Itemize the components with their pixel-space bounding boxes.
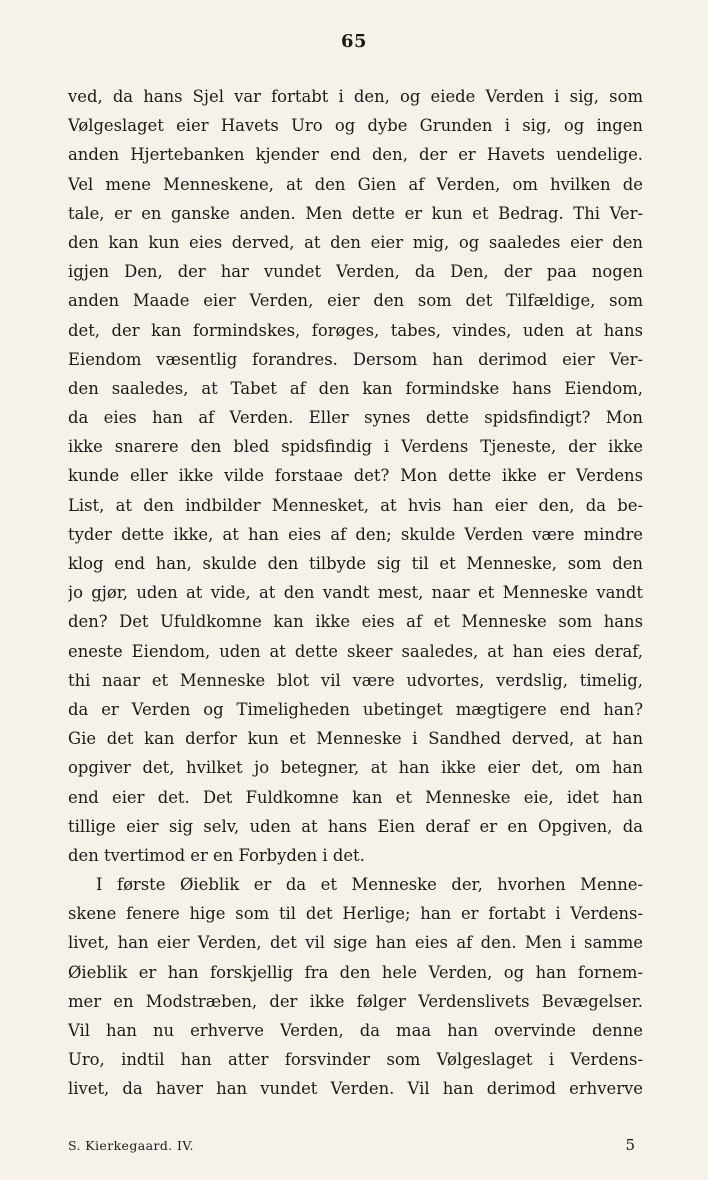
body-text: [68, 82, 643, 1104]
text-line: den kan kun eies derved, at den eier mig, og saaledes eier den: [68, 232, 643, 252]
text-line: anden Hjertebanken kjender end den, der er Havets uendelige.: [68, 145, 643, 165]
text-line: igjen Den, der har vundet Verden, da Den, der paa nogen: [68, 262, 643, 282]
text-line: klog end han, skulde den tilbyde sig til et Menneske, som den: [68, 554, 643, 573]
text-line: ved, da hans Sjel var fortabt i den, og eiede Verden i sig, som: [68, 87, 643, 106]
text-line: da eies han af Verden. Eller synes dette spidsfindigt? Mon: [68, 408, 643, 428]
text-line: anden Maade eier Verden, eier den som det Tilfældige, som: [68, 291, 643, 311]
text-line: den saaledes, at Tabet af den kan formindske hans Eiendom,: [68, 378, 643, 398]
text-line: det, der kan formindskes, forøges, tabes, vindes, uden at hans: [68, 320, 643, 340]
page-number: 65: [340, 31, 368, 52]
text-line: da er Verden og Timeligheden ubetinget mægtigere end han?: [68, 699, 643, 719]
text-line: Uro, indtil han atter forsvinder som Vølgeslaget i Verdens-: [68, 1050, 643, 1070]
text-line: kunde eller ikke vilde forstaae det? Mon dette ikke er Verdens: [68, 466, 643, 486]
text-line: opgiver det, hvilket jo betegner, at han ikke eier det, om han: [68, 758, 643, 778]
text-line: tyder dette ikke, at han eies af den; skulde Verden være mindre: [68, 524, 643, 544]
sheet-number: 5: [625, 1136, 635, 1154]
text-line: skene fenere hige som til det Herlige; han er fortabt i Verdens-: [68, 904, 643, 924]
paragraph-end-line: den tvertimod er en Forbyden i det.: [68, 845, 365, 865]
text-line: tillige eier sig selv, uden at hans Eien deraf er en Opgiven, da: [68, 816, 643, 836]
text-line: ikke snarere den bled spidsfindig i Verdens Tjeneste, der ikke: [68, 437, 643, 457]
text-line: Eiendom væsentlig forandres. Dersom han derimod eier Ver-: [68, 349, 643, 369]
text-line: List, at den indbilder Mennesket, at hvis han eier den, da be-: [68, 495, 643, 515]
text-line: livet, han eier Verden, det vil sige han eies af den. Men i samme: [68, 933, 643, 953]
text-line: Gie det kan derfor kun et Menneske i Sandhed derved, at han: [68, 729, 643, 749]
text-line: Øieblik er han forskjellig fra den hele Verden, og han fornem-: [68, 962, 643, 982]
text-line: Vel mene Menneskene, at den Gien af Verden, om hvilken de: [68, 174, 643, 194]
text-line: Vil han nu erhverve Verden, da maa han overvinde denne: [68, 1021, 643, 1040]
text-line: livet, da haver han vundet Verden. Vil han derimod erhverve: [68, 1079, 643, 1099]
text-line: jo gjør, uden at vide, at den vandt mest, naar et Menneske vandt: [68, 583, 643, 603]
footer-signature: S. Kierkegaard. IV.: [68, 1138, 194, 1153]
paragraph-start-line: I første Øieblik er da et Menneske der, hvorhen Menne-: [96, 875, 643, 895]
text-line: Vølgeslaget eier Havets Uro og dybe Grunden i sig, og ingen: [68, 116, 643, 136]
text-line: den? Det Ufuldkomne kan ikke eies af et Menneske som hans: [68, 612, 643, 632]
text-line: eneste Eiendom, uden at dette skeer saaledes, at han eies deraf,: [68, 641, 643, 661]
text-line: end eier det. Det Fuldkomne kan et Menneske eie, idet han: [68, 787, 643, 807]
text-line: tale, er en ganske anden. Men dette er kun et Bedrag. Thi Ver-: [68, 203, 643, 223]
text-line: mer en Modstræben, der ikke følger Verdenslivets Bevægelser.: [68, 991, 643, 1011]
text-line: thi naar et Menneske blot vil være udvortes, verdslig, timelig,: [68, 670, 643, 690]
page-footer: [68, 1136, 643, 1158]
